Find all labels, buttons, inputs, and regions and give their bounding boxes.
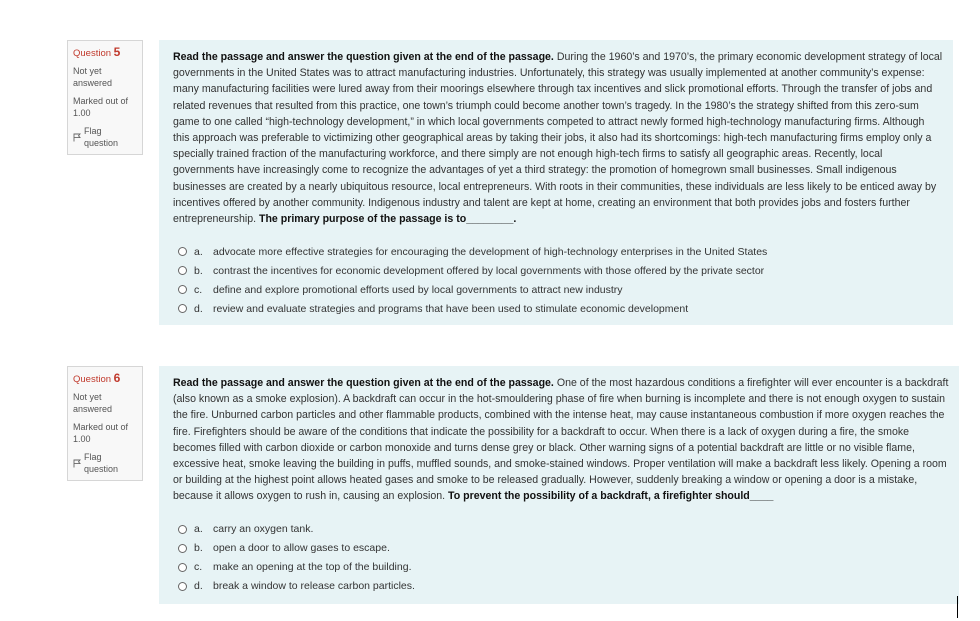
radio-button[interactable]	[178, 582, 187, 591]
answer-option[interactable]: c. define and explore promotional efforts used by local governments to attract new industry	[178, 280, 943, 299]
question-grade: Marked out of 1.00	[73, 422, 129, 444]
passage-intro: Read the passage and answer the question given at the end of the passage.	[173, 377, 554, 389]
answer-option[interactable]: a. advocate more effective strategies for encouraging the development of high-technology enterprises in the United States	[178, 242, 943, 261]
answer-options	[173, 520, 949, 596]
question-6-info	[67, 366, 143, 481]
radio-button[interactable]	[178, 285, 187, 294]
flag-question-button[interactable]	[73, 125, 138, 149]
flag-icon	[73, 459, 81, 468]
answer-options	[173, 242, 943, 318]
passage-intro: Read the passage and answer the question given at the end of the passage.	[173, 51, 554, 63]
radio-button[interactable]	[178, 544, 187, 553]
radio-button[interactable]	[178, 266, 187, 275]
flag-question-label: Flag question	[84, 452, 119, 474]
answer-option[interactable]: b. contrast the incentives for economic development offered by local governments with those offered by the private sector	[178, 261, 943, 280]
question-prompt: To prevent the possibility of a backdraft, a firefighter should____	[448, 490, 774, 503]
question-prompt: The primary purpose of the passage is to________.	[258, 213, 517, 226]
question-text	[173, 49, 943, 227]
question-text	[173, 375, 949, 505]
answer-option[interactable]: a. carry an oxygen tank.	[178, 520, 949, 539]
flag-question-button[interactable]	[73, 451, 138, 475]
question-number: Question 5	[73, 45, 121, 59]
question-grade: Marked out of 1.00	[73, 96, 129, 118]
question-state: Not yet answered	[73, 392, 113, 414]
question-6-content	[159, 366, 959, 604]
answer-option[interactable]: c. make an opening at the top of the building.	[178, 558, 949, 577]
question-state: Not yet answered	[73, 66, 113, 88]
radio-button[interactable]	[178, 304, 187, 313]
answer-option[interactable]: d. break a window to release carbon particles.	[178, 577, 949, 596]
flag-icon	[73, 133, 81, 142]
question-number: Question 6	[73, 371, 121, 385]
radio-button[interactable]	[178, 525, 187, 534]
question-5-content	[159, 40, 953, 325]
passage-body: One of the most hazardous conditions a firefighter will ever encounter is a backdraft (also known as a smoke explosion). A backdraft can occur in the hot-smouldering phase of fire when burning is incomplete and there is not enough oxygen to sustain the fire. Unburned carbon particles and other flammable products, combined with the intense heat, may cause instantaneous combustion if more oxygen reaches the fire. Firefighters should be aware of the conditions that indicate the possibility for a backdraft to occur. When there is a lack of oxygen during a fire, the smoke becomes filled with carbon dioxide or carbon monoxide and turns dense grey or black. Other warning signs of a potential backdraft are little or no visible flame, excessive heat, smoke leaving the building in puffs, muffled sounds, and smoke-stained windows. Proper ventilation will make a backdraft less likely. Opening a room or building at the highest point allows heated gases and smoke to be released gradually. However, suddenly breaking a window or opening a door is a mistake, because it allows oxygen to rush in, causing an explosion.	[173, 377, 949, 503]
text-cursor	[957, 596, 958, 618]
radio-button[interactable]	[178, 247, 187, 256]
answer-option[interactable]: d. review and evaluate strategies and programs that have been used to stimulate economic development	[178, 299, 943, 318]
answer-option[interactable]: b. open a door to allow gases to escape.	[178, 539, 949, 558]
flag-question-label: Flag question	[84, 126, 119, 148]
question-5-info	[67, 40, 143, 155]
radio-button[interactable]	[178, 563, 187, 572]
passage-body: During the 1960’s and 1970’s, the primary economic development strategy of local governments in the United States was to attract manufacturing industries. Unfortunately, this strategy was usually implemented at another community’s expense: many manufacturing facilities were lured away from their moorings elsewhere through tax incentives and slick promotional efforts. Through the transfer of jobs and related revenues that resulted from this practice, one town’s triumph could become another town’s tragedy. In the 1980’s the strategy shifted from this zero-sum game to one called “high-technology development,” in which local governments competed to attract newly formed high-technology manufacturing firms. Although this approach was preferable to victimizing other geographical areas by taking their jobs, it also had its shortcomings: high-tech manufacturing firms employ only a specially trained fraction of the manufacturing workforce, and there simply are not enough high-tech firms to satisfy all geographic areas. Recently, local governments have increasingly come to recognize the advantages of yet a third strategy: the promotion of homegrown small businesses. Small indigenous businesses are created by a nearly ubiquitous resource, local entrepreneurs. With roots in their communities, these individuals are less likely to be enticed away by incentives offered by another community. Indigenous industry and talent are kept at home, creating an environment that both provides jobs and fosters further entrepreneurship.	[173, 51, 943, 226]
